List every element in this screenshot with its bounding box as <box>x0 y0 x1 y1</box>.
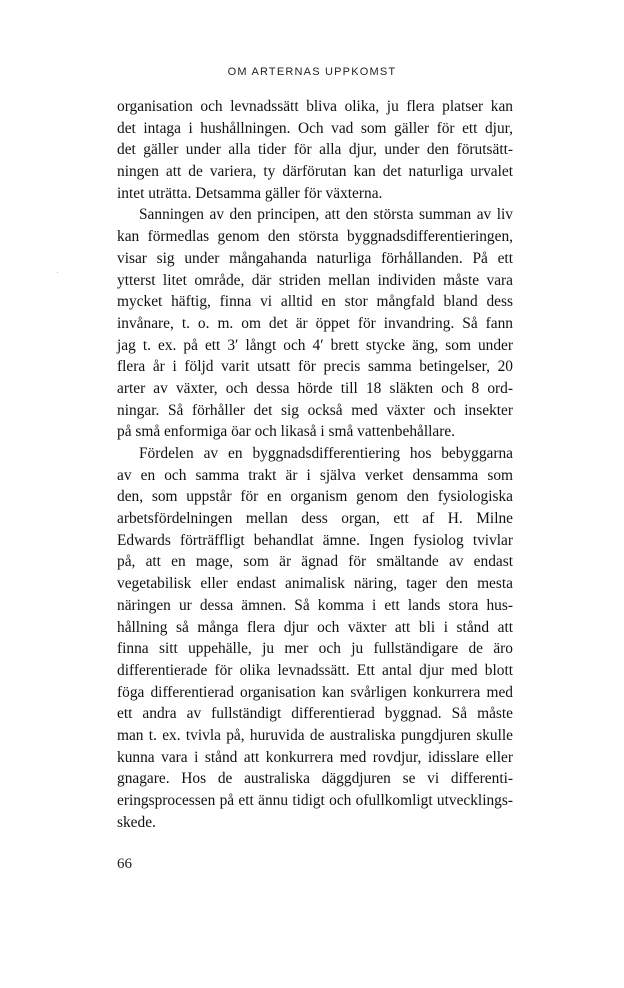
text-line: skede. <box>117 813 156 831</box>
text-line: hållning så många flera djur och växter att bli i stånd att <box>117 618 513 636</box>
running-head: OM ARTERNAS UPPKOMST <box>227 66 397 78</box>
text-line: ningar. Så förhåller det sig också med växter och insekter <box>117 401 513 419</box>
text-line: på, att en mage, som är ägnad för smältande av endast <box>117 553 513 571</box>
page-number: 66 <box>117 856 132 872</box>
text-line: näringen ur dessa ämnen. Så komma i ett lands stora hus- <box>117 596 513 614</box>
text-line: eringsprocessen på ett ännu tidigt och ofullkomligt utvecklings- <box>117 792 513 809</box>
text-line: på små enformiga öar och likaså i små vattenbehållare. <box>117 423 456 441</box>
text-line: organisation och levnadssätt bliva olika, ju flera platser kan <box>117 98 513 115</box>
text-line: man t. ex. tvivla på, huruvida de australiska pungdjuren skulle <box>117 726 513 744</box>
text-line: visar sig under mångahanda naturliga förhållanden. På ett <box>117 249 513 267</box>
text-line: flera år i följd varit utsatt för precis samma betingelser, 20 <box>117 358 513 376</box>
text-line: gnagare. Hos de australiska däggdjuren se vi differenti- <box>117 770 513 788</box>
body-text <box>117 96 513 833</box>
text-line: differentierade för olika levnadssätt. Ett antal djur med blott <box>117 661 513 679</box>
text-line: intet uträtta. Detsamma gäller för växterna. <box>117 184 383 202</box>
text-line: det gäller under alla tider för alla djur, under den förutsätt- <box>117 141 513 159</box>
text-line: arter av växter, och dessa hörde till 18 släkten och 8 ord- <box>117 379 513 397</box>
text-line: ningen att de variera, ty därförutan kan det naturliga urvalet <box>117 163 513 181</box>
text-line: Sanningen av den principen, att den största summan av liv <box>139 206 513 224</box>
text-line: jag t. ex. på ett 3′ långt och 4′ brett stycke äng, som under <box>117 336 513 354</box>
text-line: ytterst litet område, där striden mellan individen måste vara <box>117 271 513 289</box>
text-line: Fördelen av en byggnadsdifferentiering hos bebyggarna <box>139 445 513 462</box>
text-line: kan förmedlas genom den största byggnadsdifferentieringen, <box>117 228 513 246</box>
text-line: det intaga i hushållningen. Och vad som gäller för ett djur, <box>117 119 513 137</box>
text-line: finna sitt uppehälle, ju mer och ju fullständigare de äro <box>117 640 513 658</box>
text-line: mycket häftig, finna vi alltid en stor mångfald bland dess <box>117 293 513 311</box>
text-line: den, som uppstår för en organism genom den fysiologiska <box>117 488 513 506</box>
text-line: kunna vara i stånd att konkurrera med rovdjur, idisslare eller <box>117 748 513 766</box>
text-line: ett andra av fullständigt differentierad byggnad. Så måste <box>117 705 513 723</box>
text-line: föga differentierad organisation kan svårligen konkurrera med <box>117 683 513 701</box>
scan-speck <box>57 272 58 273</box>
text-line: invånare, t. o. m. om det är öppet för invandring. Så fann <box>117 314 513 332</box>
text-line: arbetsfördelningen mellan dess organ, ett af H. Milne <box>117 510 513 528</box>
text-line: Edwards förträffligt behandlat ämne. Ingen fysiolog tvivlar <box>117 531 513 549</box>
text-line: av en och samma trakt är i själva verket densamma som <box>117 466 513 484</box>
text-line: vegetabilisk eller endast animalisk näring, tager den mesta <box>117 575 513 593</box>
